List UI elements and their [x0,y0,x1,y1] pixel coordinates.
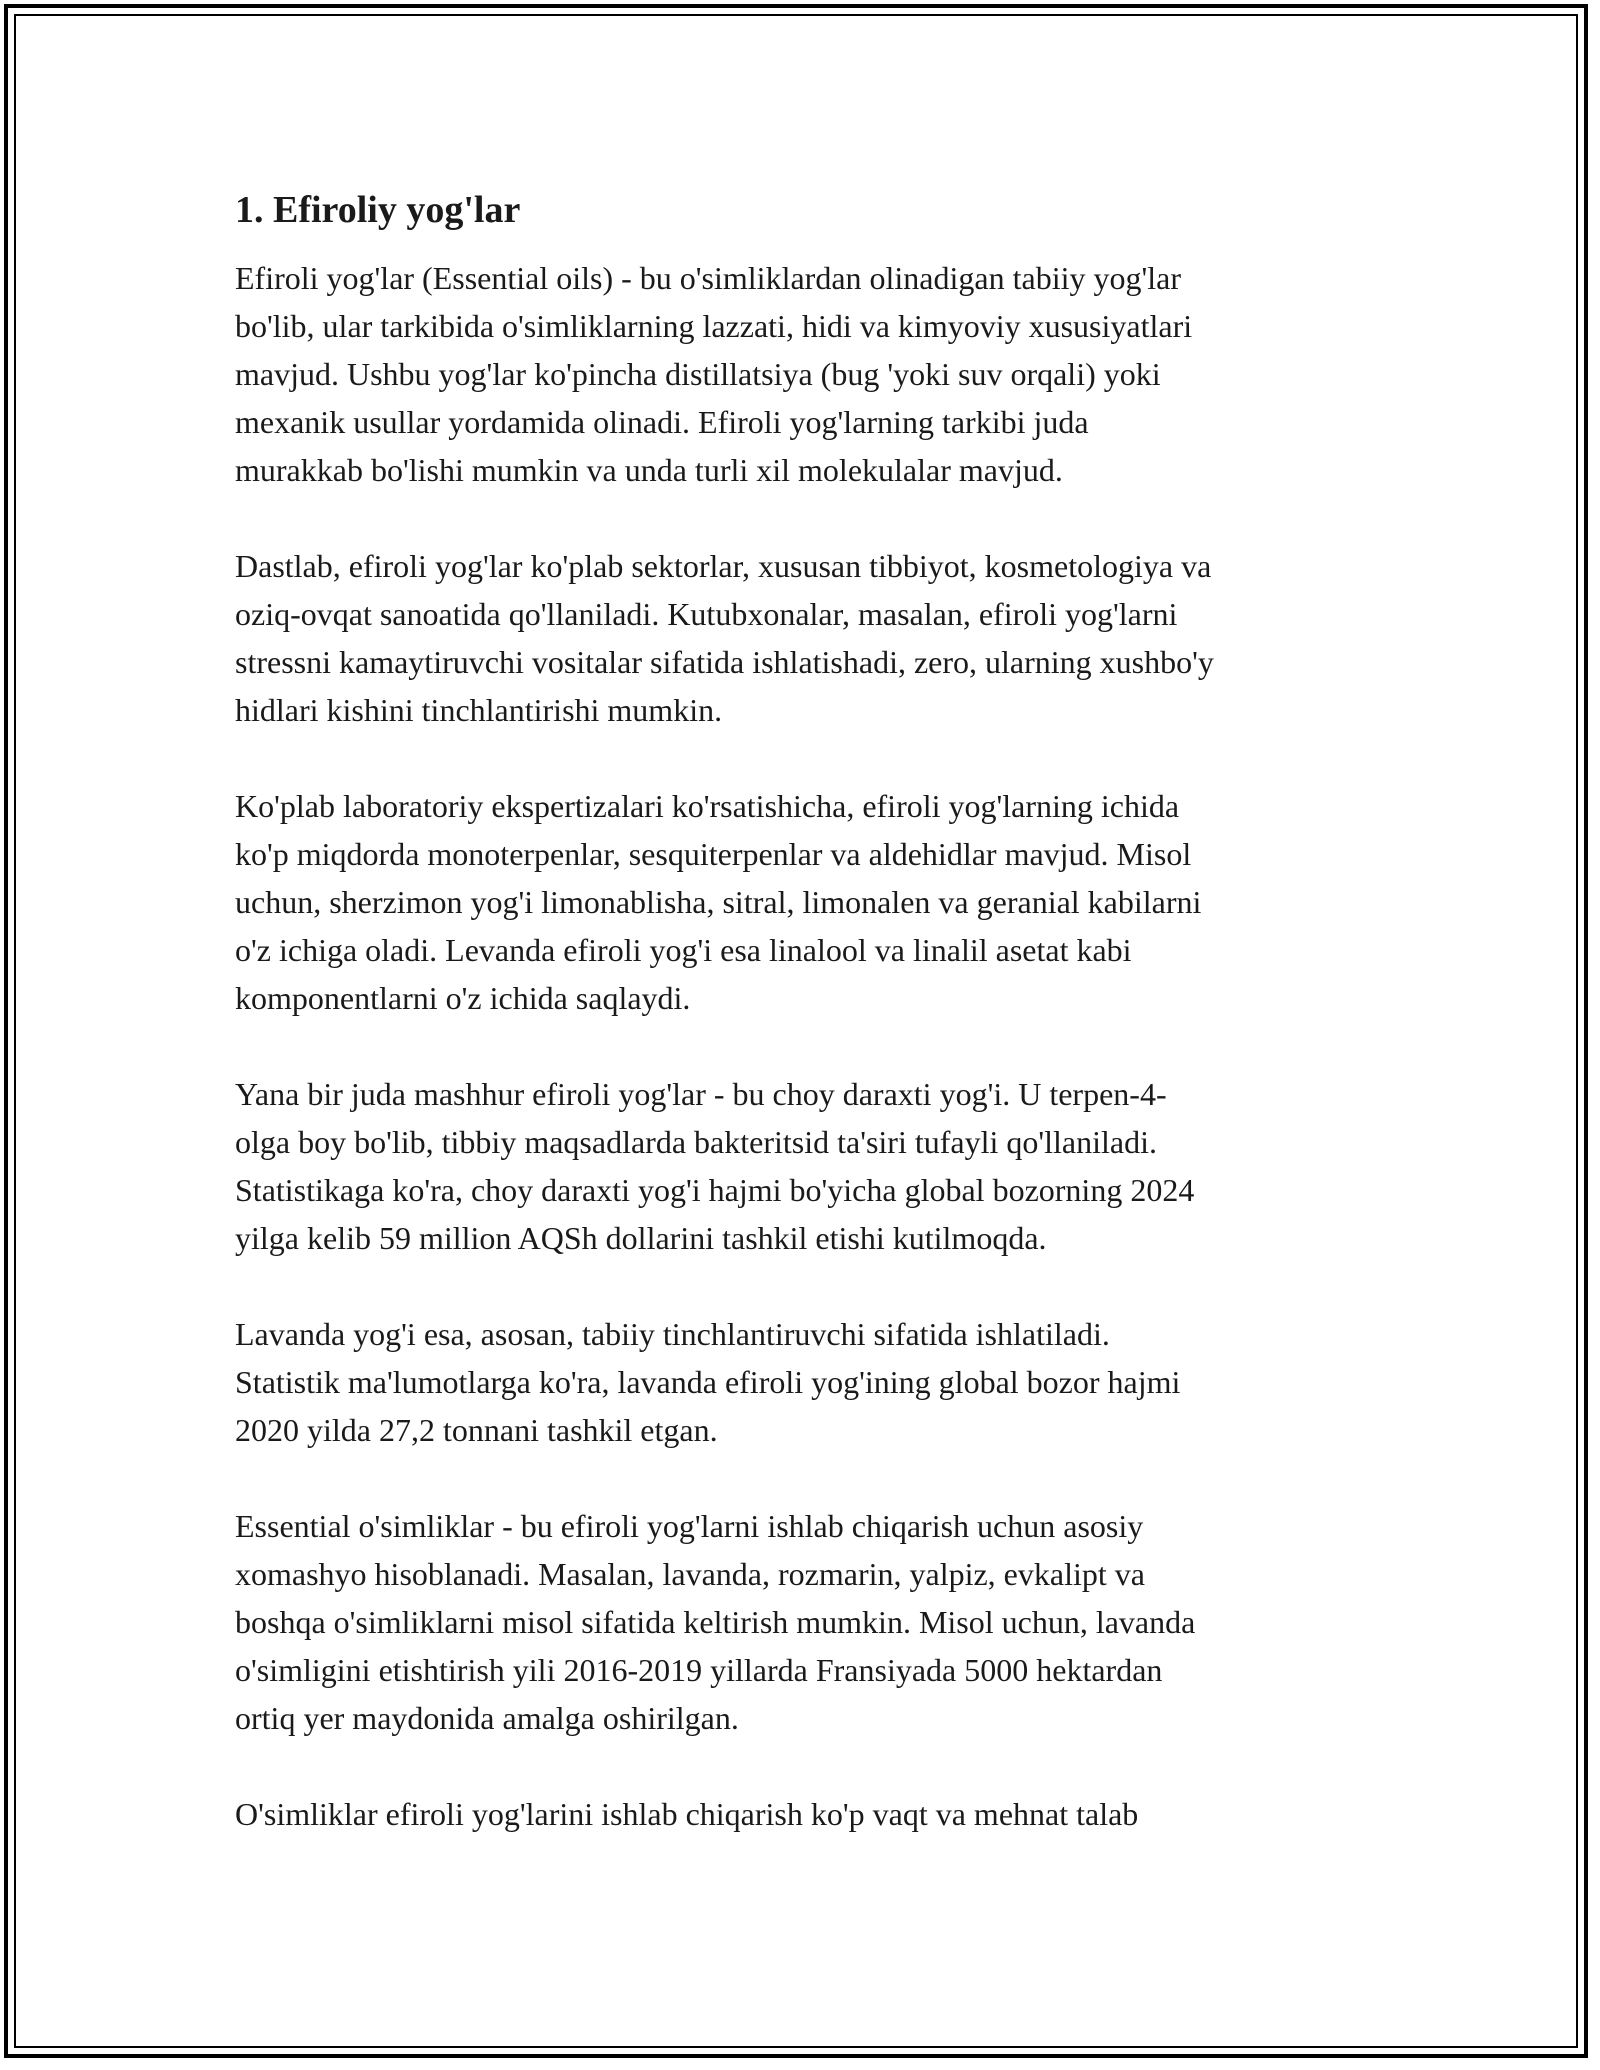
text-line: murakkab bo'lishi mumkin va unda turli xil molekulalar mavjud. [235,452,1063,488]
text-line: Essential o'simliklar - bu efiroli yog'larni ishlab chiqarish uchun asosiy [235,1508,1144,1544]
paragraph [235,1070,1395,1262]
text-line: stressni kamaytiruvchi vositalar sifatida ishlatishadi, zero, ularning xushbo'y [235,644,1214,680]
text-line: mavjud. Ushbu yog'lar ko'pincha distillatsiya (bug 'yoki suv orqali) yoki [235,356,1161,392]
paragraph [235,782,1395,1022]
paragraph [235,1502,1395,1742]
text-line: yilga kelib 59 million AQSh dollarini tashkil etishi kutilmoqda. [235,1220,1047,1256]
paragraph [235,1790,1395,1838]
text-line: uchun, sherzimon yog'i limonablisha, sitral, limonalen va geranial kabilarni [235,884,1202,920]
paragraph-list [235,254,1395,1838]
text-line: 2020 yilda 27,2 tonnani tashkil etgan. [235,1412,718,1448]
text-line: oziq-ovqat sanoatida qo'llaniladi. Kutubxonalar, masalan, efiroli yog'larni [235,596,1178,632]
text-line: xomashyo hisoblanadi. Masalan, lavanda, rozmarin, yalpiz, evkalipt va [235,1556,1145,1592]
text-line: Dastlab, efiroli yog'lar ko'plab sektorlar, xususan tibbiyot, kosmetologiya va [235,548,1212,584]
text-line: Statistikaga ko'ra, choy daraxti yog'i hajmi bo'yicha global bozorning 2024 [235,1172,1195,1208]
section-heading: 1. Efiroliy yog'lar [235,189,521,231]
text-line: hidlari kishini tinchlantirishi mumkin. [235,692,723,728]
text-line: boshqa o'simliklarni misol sifatida keltirish mumkin. Misol uchun, lavanda [235,1604,1196,1640]
text-line: O'simliklar efiroli yog'larini ishlab chiqarish ko'p vaqt va mehnat talab [235,1796,1139,1832]
paragraph [235,254,1395,494]
text-line: bo'lib, ular tarkibida o'simliklarning lazzati, hidi va kimyoviy xususiyatlari [235,308,1193,344]
paragraph [235,1310,1395,1454]
text-line: o'simligini etishtirish yili 2016-2019 yillarda Fransiyada 5000 hektardan [235,1652,1163,1688]
text-line: olga boy bo'lib, tibbiy maqsadlarda bakteritsid ta'siri tufayli qo'llaniladi. [235,1124,1157,1160]
text-line: Statistik ma'lumotlarga ko'ra, lavanda efiroli yog'ining global bozor hajmi [235,1364,1181,1400]
text-line: Lavanda yog'i esa, asosan, tabiiy tinchlantiruvchi sifatida ishlatiladi. [235,1316,1110,1352]
text-line: o'z ichiga oladi. Levanda efiroli yog'i esa linalool va linalil asetat kabi [235,932,1132,968]
text-line: mexanik usullar yordamida olinadi. Efiroli yog'larning tarkibi juda [235,404,1089,440]
text-line: ortiq yer maydonida amalga oshirilgan. [235,1700,739,1736]
text-line: Efiroli yog'lar (Essential oils) - bu o'simliklardan olinadigan tabiiy yog'lar [235,260,1181,296]
text-line: komponentlarni o'z ichida saqlaydi. [235,980,691,1016]
text-line: ko'p miqdorda monoterpenlar, sesquiterpenlar va aldehidlar mavjud. Misol [235,836,1192,872]
paragraph [235,542,1395,734]
document-body [235,186,1395,1886]
text-line: Yana bir juda mashhur efiroli yog'lar - bu choy daraxti yog'i. U terpen-4- [235,1076,1167,1112]
text-line: Ko'plab laboratoriy ekspertizalari ko'rsatishicha, efiroli yog'larning ichida [235,788,1180,824]
